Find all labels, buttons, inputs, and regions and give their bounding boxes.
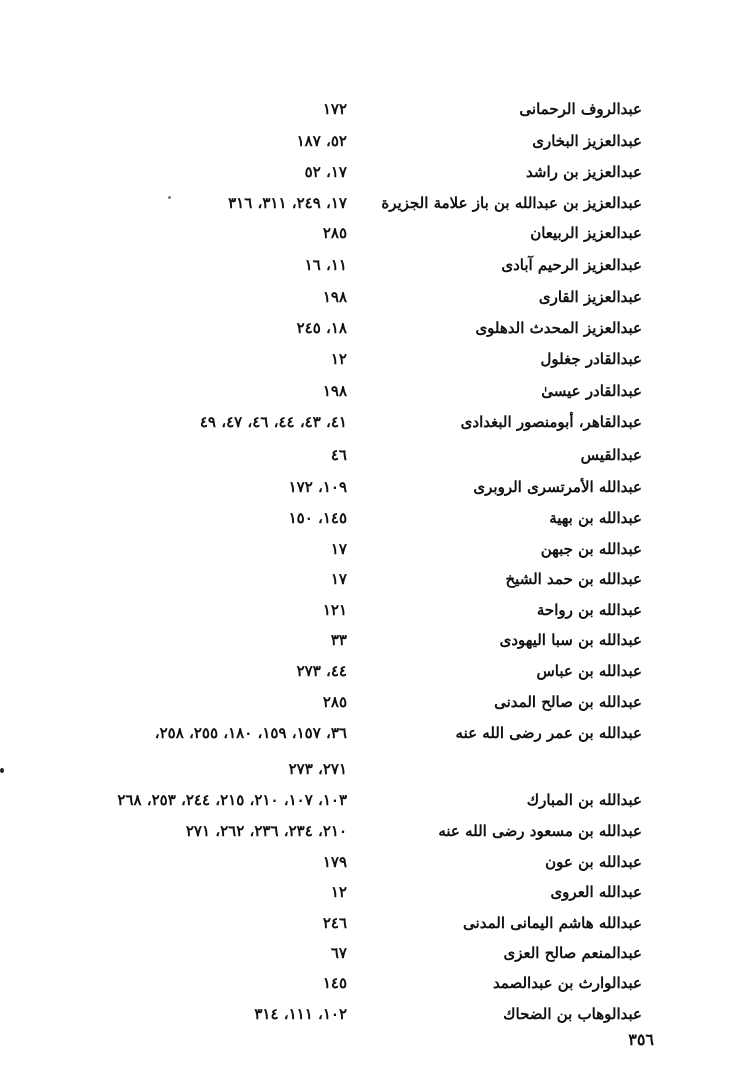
entry-page-refs: ٤١، ٤٣، ٤٤، ٤٦، ٤٧، ٤٩ — [199, 413, 347, 431]
entry-page-refs: ١٢١ — [322, 601, 347, 619]
index-entry — [0, 192, 744, 222]
entry-name: عبدالله بن المبارك — [526, 791, 642, 809]
index-entry — [0, 317, 744, 347]
entry-page-refs: ١٧، ٢٤٩، ٣١١، ٣١٦ — [228, 194, 347, 212]
entry-name: عبدالقیس — [580, 446, 642, 464]
index-entry — [0, 568, 744, 598]
index-entry — [0, 538, 744, 568]
index-entry — [0, 758, 744, 788]
entry-name: عبدالعزیز بن عبدالله بن باز علامة الجزیرة — [381, 194, 642, 212]
entry-page-refs: ١٢ — [330, 350, 347, 368]
index-entry — [0, 254, 744, 284]
entry-name: عبدالقاهر، أبومنصور البغدادی — [460, 413, 642, 431]
entry-name: عبدالعزیز المحدث الدهلوی — [475, 319, 642, 337]
page-number: ٣٥٦ — [628, 1030, 654, 1049]
index-entry — [0, 691, 744, 721]
index-entry — [0, 222, 744, 252]
entry-page-refs: ٢٨٥ — [322, 693, 347, 711]
entry-page-refs: ١٤٥، ١٥٠ — [288, 509, 347, 527]
entry-page-refs: ١٤٥ — [322, 974, 347, 992]
index-entry — [0, 942, 744, 972]
entry-name: عبدالله بن عون — [545, 853, 642, 871]
scan-speck — [168, 196, 171, 199]
entry-page-refs: ٤٦ — [330, 446, 347, 464]
index-entry — [0, 660, 744, 690]
index-entry — [0, 912, 744, 942]
entry-page-refs: ٤٤، ٢٧٣ — [296, 662, 347, 680]
index-entry — [0, 286, 744, 316]
index-entry — [0, 444, 744, 474]
entry-name: عبدالله بن عمر رضی الله عنه — [455, 724, 642, 742]
entry-page-refs: ١٧ — [330, 540, 347, 558]
entry-name: عبدالعزیز الرحیم آبادی — [501, 256, 642, 274]
index-entry — [0, 161, 744, 191]
entry-page-refs: ١٨، ٢٤٥ — [296, 319, 347, 337]
index-entry — [0, 972, 744, 1002]
entry-page-refs: ١٧٩ — [322, 853, 347, 871]
entry-name: عبدالوهاب بن الضحاك — [503, 1005, 642, 1023]
entry-name: عبدالله بن بهیة — [549, 509, 642, 527]
entry-page-refs: ١٧٢ — [322, 100, 347, 118]
entry-page-refs: ٢٨٥ — [322, 224, 347, 242]
index-entry — [0, 629, 744, 659]
entry-name: عبدالروف الرحمانی — [519, 100, 642, 118]
entry-page-refs: ٣٦، ١٥٧، ١٥٩، ١٨٠، ٢٥٥، ٢٥٨، — [154, 724, 347, 742]
entry-name: عبدالله بن مسعود رضی الله عنه — [438, 822, 642, 840]
entry-name: عبدالله بن جبهن — [540, 540, 642, 558]
entry-name: عبدالقادر جغلول — [540, 350, 642, 368]
entry-page-refs: ٦٧ — [330, 944, 347, 962]
entry-page-refs: ١٠٣، ١٠٧، ٢١٠، ٢١٥، ٢٤٤، ٢٥٣، ٢٦٨ — [117, 791, 347, 809]
entry-name: عبدالقادر عیسیٰ — [541, 382, 642, 400]
entry-page-refs: ١٩٨ — [322, 288, 347, 306]
entry-page-refs: ٥٢، ١٨٧ — [296, 132, 347, 150]
index-entry — [0, 507, 744, 537]
entry-page-refs: ٢٤٦ — [322, 914, 347, 932]
index-entry — [0, 820, 744, 850]
index-entry — [0, 130, 744, 160]
index-entry — [0, 411, 744, 441]
entry-name: عبدالله بن حمد الشیخ — [505, 570, 642, 588]
entry-page-refs: ١٢ — [330, 883, 347, 901]
entry-page-refs: ١٧ — [330, 570, 347, 588]
entry-name: عبدالوارث بن عبدالصمد — [492, 974, 642, 992]
index-entry — [0, 1003, 744, 1033]
entry-name: عبدالله الأمرتسری الروبری — [473, 478, 642, 496]
index-entry — [0, 380, 744, 410]
entry-page-refs: ١٩٨ — [322, 382, 347, 400]
entry-page-refs: ٢٧١، ٢٧٣ — [288, 760, 347, 778]
entry-page-refs: ١٧، ٥٢ — [304, 163, 347, 181]
index-entry — [0, 348, 744, 378]
index-entry — [0, 851, 744, 881]
entry-name: عبدالله العروی — [550, 883, 642, 901]
index-entry — [0, 98, 744, 128]
entry-name: عبدالله بن سبا الیهودی — [499, 631, 642, 649]
index-entry — [0, 881, 744, 911]
index-entry — [0, 789, 744, 819]
entry-page-refs: ٣٣ — [330, 631, 347, 649]
entry-name: عبدالعزیز الربیعان — [530, 224, 642, 242]
entry-name: عبدالمنعم صالح العزی — [503, 944, 642, 962]
entry-page-refs: ١١، ١٦ — [304, 256, 347, 274]
entry-name: عبدالله بن رواحة — [536, 601, 642, 619]
entry-name: عبدالله بن صالح المدنی — [494, 693, 642, 711]
index-entry — [0, 476, 744, 506]
scan-speck — [0, 768, 4, 773]
entry-name: عبدالعزیز القاری — [538, 288, 642, 306]
index-entry — [0, 722, 744, 752]
entry-page-refs: ١٠٢، ١١١، ٣١٤ — [254, 1005, 347, 1023]
entry-page-refs: ١٠٩، ١٧٢ — [288, 478, 347, 496]
entry-name: عبدالعزیز البخاری — [532, 132, 642, 150]
entry-page-refs: ٢١٠، ٢٣٤، ٢٣٦، ٢٦٢، ٢٧١ — [185, 822, 347, 840]
entry-name: عبدالله بن عباس — [536, 662, 642, 680]
entry-name: عبدالعزیز بن راشد — [526, 163, 642, 181]
index-entry — [0, 599, 744, 629]
entry-name: عبدالله هاشم الیمانی المدنی — [463, 914, 642, 932]
